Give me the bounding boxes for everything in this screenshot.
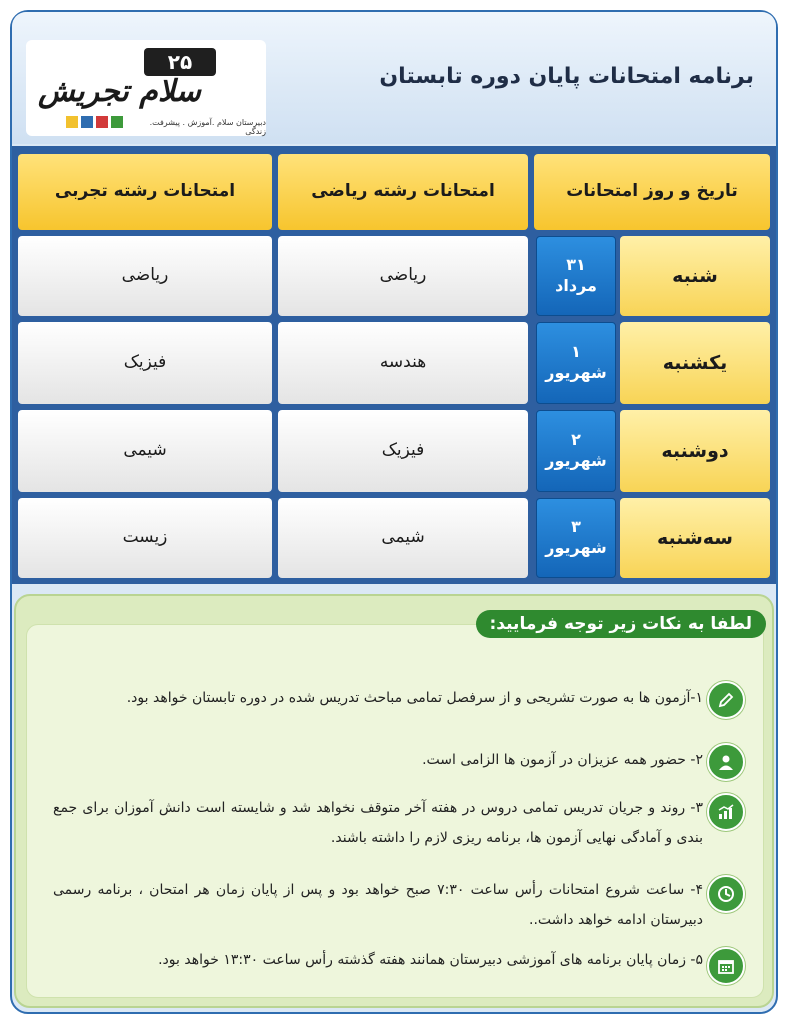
note-item: ۱-آزمون ها به صورت تشریحی و از سرفصل تمامی مباحث تدریس شده در دوره تابستان خواهد بود. (126, 690, 703, 706)
note-item: ۳- روند و جریان تدریس تمامی دروس در هفته آخر متوقف نخواهد شد و شایسته است دانش آموزان برای جمع بندی و آمادگی نهایی آزمون ها، برنامه ریزی لازم را داشته باشند. (53, 800, 703, 846)
row-math-subject: هندسه (278, 322, 528, 404)
row-science-subject: ریاضی (18, 236, 272, 316)
row-day: شنبه (620, 236, 770, 316)
clock-icon (707, 875, 745, 913)
notes-title: لطفا به نکات زیر توجه فرمایید: (476, 610, 767, 638)
header (12, 12, 776, 144)
row-math-subject: شیمی (278, 498, 528, 578)
row-date (536, 236, 616, 316)
logo-square-yellow (66, 116, 78, 128)
note-item: ۴- ساعت شروع امتحانات رأس ساعت ۷:۳۰ صبح خواهد بود و پس از پایان زمان هر امتحان ، برنامه رسمی دبیرستان ادامه خواهد داشت.. (53, 882, 704, 928)
exam-schedule-table (12, 146, 776, 584)
page-title: برنامه امتحانات پایان دوره تابستان (379, 64, 754, 89)
row-science-subject: زیست (18, 498, 272, 578)
header-science: امتحانات رشته تجربی (18, 154, 272, 230)
row-date (536, 410, 616, 492)
date-month: شهریور (545, 363, 607, 382)
date-number: ۲ (571, 430, 581, 450)
note-item: ۵- زمان پایان برنامه های آموزشی دبیرستان همانند هفته گذشته رأس ساعت ۱۳:۳۰ خواهد بود. (158, 952, 703, 968)
date-month: شهریور (545, 451, 607, 470)
date-number: ۳۱ (566, 255, 586, 275)
date-number: ۱ (571, 342, 581, 362)
logo-script: سلام تجریش (38, 74, 201, 109)
row-day: سه‌شنبه (620, 498, 770, 578)
row-science-subject: شیمی (18, 410, 272, 492)
logo-color-squares (66, 116, 123, 128)
pencil-icon (707, 681, 745, 719)
date-number: ۳ (571, 517, 581, 537)
header-math: امتحانات رشته ریاضی (278, 154, 528, 230)
note-item: ۲- حضور همه عزیزان در آزمون ها الزامی است. (422, 752, 703, 768)
date-month: مرداد (555, 276, 597, 295)
logo-square-green (111, 116, 123, 128)
person-icon (707, 743, 745, 781)
logo-tagline: دبیرستان سلام .آموزش . پیشرفت. زندگی (149, 118, 266, 136)
row-day: دوشنبه (620, 410, 770, 492)
notes-panel (14, 594, 774, 1008)
logo-square-blue (81, 116, 93, 128)
row-day: یکشنبه (620, 322, 770, 404)
chart-icon (707, 793, 745, 831)
calendar-icon (707, 947, 745, 985)
logo-badge: ۲۵ (144, 48, 216, 76)
row-math-subject: ریاضی (278, 236, 528, 316)
row-date (536, 498, 616, 578)
row-date (536, 322, 616, 404)
row-math-subject: فیزیک (278, 410, 528, 492)
school-logo (26, 40, 266, 140)
row-science-subject: فیزیک (18, 322, 272, 404)
logo-square-red (96, 116, 108, 128)
header-date-day: تاریخ و روز امتحانات (534, 154, 770, 230)
notes-body (26, 624, 764, 998)
date-month: شهریور (545, 538, 607, 557)
